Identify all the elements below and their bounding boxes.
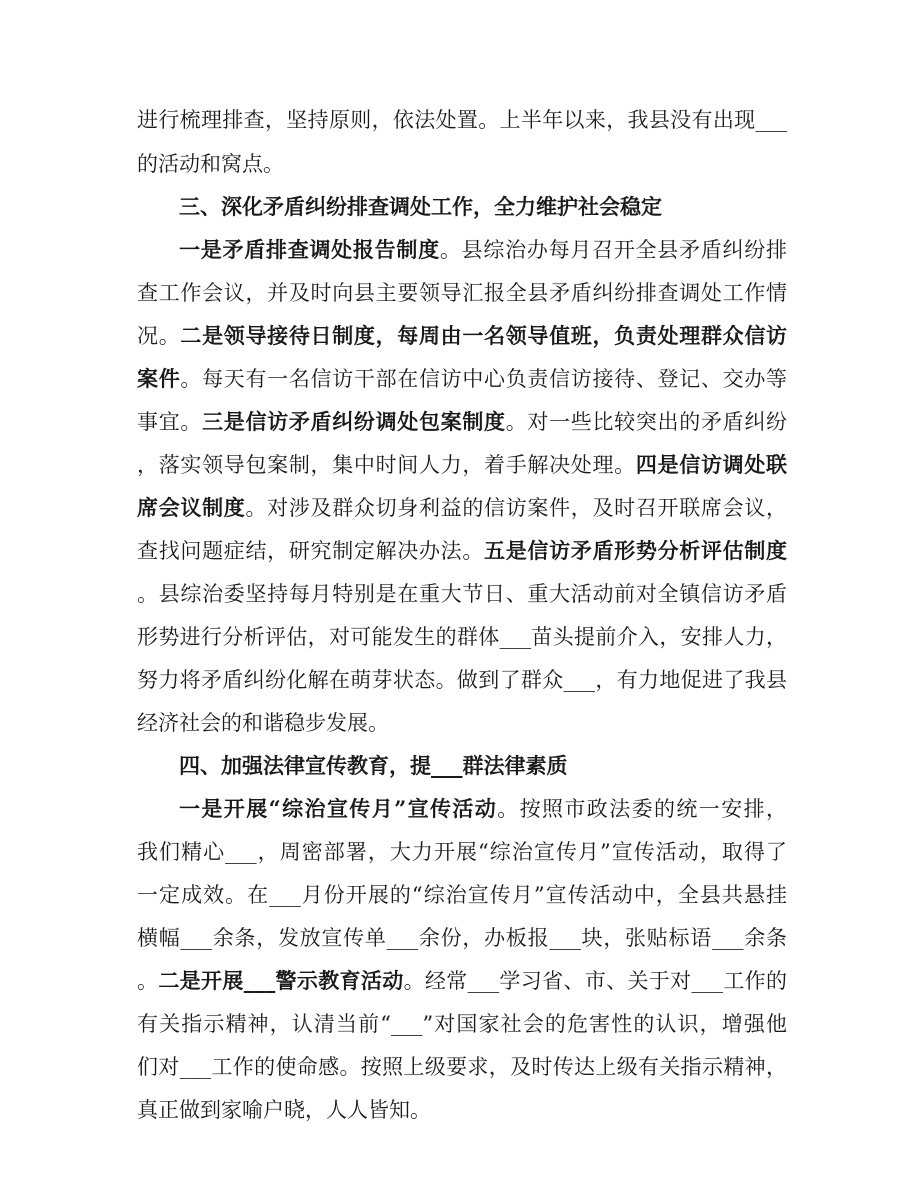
body-line: 一是矛盾排查调处报告制度。县综治办每月召开全县矛盾纠纷排 — [179, 237, 787, 262]
body-line: 况。二是领导接待日制度，每周由一名领导值班，负责处理群众信访 — [137, 323, 787, 348]
body-line: 事宜。三是信访矛盾纠纷调处包案制度。对一些比较突出的矛盾纠纷 — [137, 409, 787, 434]
body-line: 的活动和窝点。 — [137, 152, 284, 176]
body-line: 进行梳理排查，坚持原则，依法处置。上半年以来，我县没有出现___ — [137, 108, 787, 132]
body-line: 们对___工作的使命感。按照上级要求，及时传达上级有关指示精神， — [137, 1055, 787, 1079]
body-line: 一定成效。在___月份开展的“综治宣传月”宣传活动中，全县共悬挂 — [137, 883, 787, 907]
body-line: 努力将矛盾纠纷化解在萌芽状态。做到了群众___，有力地促进了我县 — [137, 668, 787, 692]
body-line: ，落实领导包案制，集中时间人力，着手解决处理。四是信访调处联 — [137, 452, 787, 477]
body-line: 席会议制度。对涉及群众切身利益的信访案件，及时召开联席会议， — [137, 495, 787, 520]
section-heading-4: 四、加强法律宣传教育，提___群法律素质 — [179, 753, 568, 778]
body-line: 案件。每天有一名信访干部在信访中心负责信访接待、登记、交办等 — [137, 366, 787, 391]
body-line: 经济社会的和谐稳步发展。 — [137, 711, 389, 735]
body-line: 有关指示精神，认清当前“___”对国家社会的危害性的认识，增强他 — [137, 1012, 787, 1036]
body-line: 形势进行分析评估，对可能发生的群体___苗头提前介入，安排人力， — [137, 625, 787, 649]
body-line: 。二是开展___警示教育活动。经常___学习省、市、关于对___工作的 — [137, 968, 787, 993]
body-line: 查找问题症结，研究制定解决办法。五是信访矛盾形势分析评估制度 — [137, 538, 787, 563]
body-line: 一是开展“综治宣传月”宣传活动。按照市政法委的统一安排， — [179, 796, 787, 821]
body-line: 真正做到家喻户晓，人人皆知。 — [137, 1098, 431, 1122]
body-line: 横幅___余条，发放宣传单___余份，办板报___块，张贴标语___余条 — [137, 926, 787, 950]
body-line: 。县综治委坚持每月特别是在重大节日、重大活动前对全镇信访矛盾 — [137, 582, 787, 606]
body-line: 我们精心___，周密部署，大力开展“综治宣传月”宣传活动，取得了 — [137, 840, 787, 864]
section-heading-3: 三、深化矛盾纠纷排查调处工作，全力维护社会稳定 — [179, 194, 662, 219]
body-line: 查工作会议，并及时向县主要领导汇报全县矛盾纠纷排查调处工作情 — [137, 281, 787, 305]
